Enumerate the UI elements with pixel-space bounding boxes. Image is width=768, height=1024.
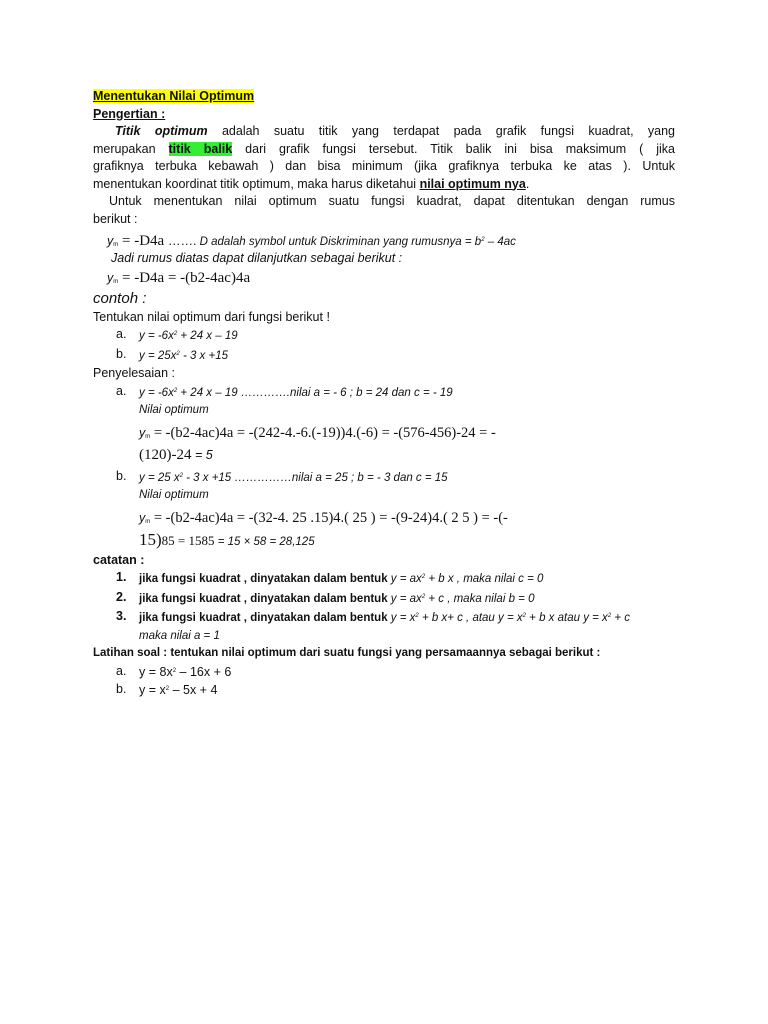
list-marker: 1. <box>116 570 127 584</box>
note-2-sup: 2 <box>421 593 426 600</box>
para1-line4 <box>93 176 675 194</box>
formula1-line <box>93 229 675 251</box>
sol-a-result: = 5 <box>191 447 213 462</box>
para2-text1: Untuk menentukan nilai optimum suatu fungsi kuadrat, dapat ditentukan dengan rumus <box>109 194 675 208</box>
soal-line <box>93 309 675 327</box>
sol-a-formula-line2 <box>93 444 675 466</box>
note-3-continuation <box>93 628 675 646</box>
para1-text3: grafiknya terbuka kebawah ) dan bisa minimum (jika grafiknya terbuka ke atas ). Untuk <box>93 159 675 173</box>
list-item <box>93 681 675 700</box>
solution-b-header <box>93 468 675 488</box>
latihan-b-sup: 2 <box>165 686 170 692</box>
formula2-line <box>93 268 675 289</box>
sol-b-formula-line1 <box>93 507 675 529</box>
formula2-y: y <box>107 270 114 285</box>
document-page <box>93 88 676 697</box>
item-b-sup: 2 <box>176 350 180 357</box>
sol-b-sup: 2 <box>179 472 183 479</box>
note-3-f4: + c <box>611 612 631 624</box>
formula1-note2: – 4ac <box>484 236 516 248</box>
jadi-text: Jadi rumus diatas dapat dilanjutkan sebagai berikut : <box>111 251 403 265</box>
latihan-a-post: – 16x + 6 <box>176 664 232 679</box>
para1-text4b: . <box>525 176 530 191</box>
note-1-sup: 2 <box>421 574 426 580</box>
para1-line2 <box>93 141 675 159</box>
note-1-f1: y = ax <box>390 573 422 585</box>
sol-a-formula-1: = -(b2-4ac)4a = -(242-4.-6.(-19))4.(-6) = -(576-456)-24 = - <box>150 424 496 441</box>
formula1-eq: = -D4a <box>118 233 168 249</box>
title-line <box>93 88 675 106</box>
sol-b-formula-line2 <box>93 529 675 551</box>
item-b-post: - 3 x +15 <box>179 349 229 362</box>
para1-line3 <box>93 158 675 176</box>
sol-b-nilai-line <box>93 487 675 505</box>
para1-text4a: menentukan koordinat titik optimum, maka harus diketahui <box>93 176 420 191</box>
note-2-f1: y = ax <box>390 592 422 605</box>
para2-line2 <box>93 211 675 229</box>
jadi-line <box>93 250 675 268</box>
penyelesaian-line <box>93 365 675 383</box>
sol-b-formula-2c: = 1585 <box>174 532 215 548</box>
note-1-f2: + b x , maka nilai c = 0 <box>425 573 544 585</box>
list-marker: a. <box>116 663 127 678</box>
note-2-text: jika fungsi kuadrat , dinyatakan dalam bentuk <box>139 592 391 605</box>
para1-text2b: dari grafik fungsi tersebut. Titik balik ini bisa maksimum ( jika <box>232 141 676 156</box>
para2-line1 <box>93 193 675 211</box>
pengertian-heading: Pengertian : <box>93 106 166 121</box>
sol-b-nilai-label: Nilai optimum <box>139 489 209 501</box>
note-3-sup2: 2 <box>522 613 526 619</box>
sol-a-formula-2: (120)-24 <box>139 446 192 463</box>
note-2-f2: + c , maka nilai b = 0 <box>425 592 535 605</box>
solution-a-header <box>93 383 675 403</box>
list-item <box>93 569 675 589</box>
nilai-optimum-emphasis: nilai optimum nya <box>419 176 526 191</box>
formula2-sub: m <box>113 278 119 285</box>
catatan-heading: catatan : <box>93 552 145 567</box>
sol-b-sub: m <box>145 518 151 525</box>
formula1-sub: m <box>113 242 119 248</box>
formula2-eq: = -D4a = -(b2-4ac)4a <box>118 269 251 286</box>
list-marker: b. <box>116 346 127 361</box>
sol-b-post: - 3 x +15 ……………nilai a = 25 ; b = - 3 dan c = 15 <box>182 471 448 484</box>
sol-a-pre: y = -6x <box>139 386 174 399</box>
formula1-note: D adalah symbol untuk Diskriminan yang rumusnya = b <box>196 236 482 248</box>
list-marker: a. <box>116 327 127 341</box>
sol-b-formula-2a: 15) <box>139 529 162 549</box>
para1-line1 <box>93 123 675 141</box>
doc-title: Menentukan Nilai Optimum <box>93 89 255 103</box>
sol-b-formula-1: = -(b2-4ac)4a = -(32-4. 25 .15)4.( 25 ) = -(9-24)4.( 2 5 ) = -(- <box>150 509 508 526</box>
formula1-dots: ……. <box>167 234 197 248</box>
sol-a-formula-line1 <box>93 422 675 444</box>
penyelesaian-heading: Penyelesaian : <box>93 366 176 380</box>
item-a-sup: 2 <box>173 331 178 337</box>
catatan-line <box>93 552 675 570</box>
note-1-text: jika fungsi kuadrat , dinyatakan dalam bentuk <box>139 573 391 585</box>
list-item <box>93 608 675 628</box>
list-item <box>93 346 675 366</box>
list-marker: b. <box>116 682 127 696</box>
para2-text2: berikut : <box>93 211 138 226</box>
list-item <box>93 663 675 682</box>
sol-a-nilai-label: Nilai optimum <box>139 404 209 416</box>
sol-a-sup: 2 <box>173 387 178 394</box>
formula1-sup: 2 <box>481 237 485 243</box>
latihan-b-pre: y = x <box>139 683 166 697</box>
latihan-a-pre: y = 8x <box>139 664 173 679</box>
para1-text2a: merupakan <box>93 141 169 156</box>
item-a-post: + 24 x – 19 <box>177 330 238 342</box>
list-item <box>93 326 675 346</box>
sol-b-pre: y = 25 x <box>139 471 180 484</box>
sol-a-y: y <box>139 425 146 440</box>
latihan-line <box>93 645 675 663</box>
highlight-titik-balik: titik balik <box>168 141 233 156</box>
latihan-b-post: – 5x + 4 <box>169 683 218 697</box>
para1-text1: adalah suatu titik yang terdapat pada grafik fungsi kuadrat, yang <box>207 124 675 138</box>
contoh-line <box>93 289 675 309</box>
contoh-label: contoh : <box>93 289 147 307</box>
latihan-heading: Latihan soal : tentukan nilai optimum dari suatu fungsi yang persamaannya sebagai berikut : <box>93 647 601 659</box>
term-titik-optimum: Titik optimum <box>115 124 208 138</box>
sol-b-formula-2b: 85 <box>161 532 175 548</box>
sol-b-result: = 15 × 58 = 28,125 <box>214 535 315 548</box>
note-3-text: jika fungsi kuadrat , dinyatakan dalam bentuk <box>139 612 391 624</box>
note-3-f1: y = x <box>390 612 416 624</box>
note-3-cont: maka nilai a = 1 <box>139 629 220 642</box>
list-marker: 3. <box>116 609 127 623</box>
note-3-sup3: 2 <box>607 613 612 619</box>
note-3-f3: + b x atau y = x <box>525 612 608 624</box>
sol-a-post: + 24 x – 19 ………….nilai a = - 6 ; b = 24 dan c = - 19 <box>177 386 453 399</box>
list-marker: b. <box>116 468 127 483</box>
sol-a-nilai-line <box>93 402 675 420</box>
latihan-a-sup: 2 <box>172 667 177 674</box>
sol-b-y: y <box>139 510 146 525</box>
sol-a-sub: m <box>145 433 151 440</box>
soal-text: Tentukan nilai optimum dari fungsi berikut ! <box>93 309 330 324</box>
list-marker: 2. <box>116 589 127 604</box>
pengertian-heading-line <box>93 106 675 124</box>
list-item <box>93 589 675 609</box>
item-a-pre: y = -6x <box>139 330 174 342</box>
list-marker: a. <box>116 383 127 398</box>
item-b-pre: y = 25x <box>139 349 177 362</box>
note-3-f2: + b x+ c , atau y = x <box>418 612 523 624</box>
formula1-y: y <box>107 234 114 248</box>
note-3-sup: 2 <box>415 613 419 619</box>
